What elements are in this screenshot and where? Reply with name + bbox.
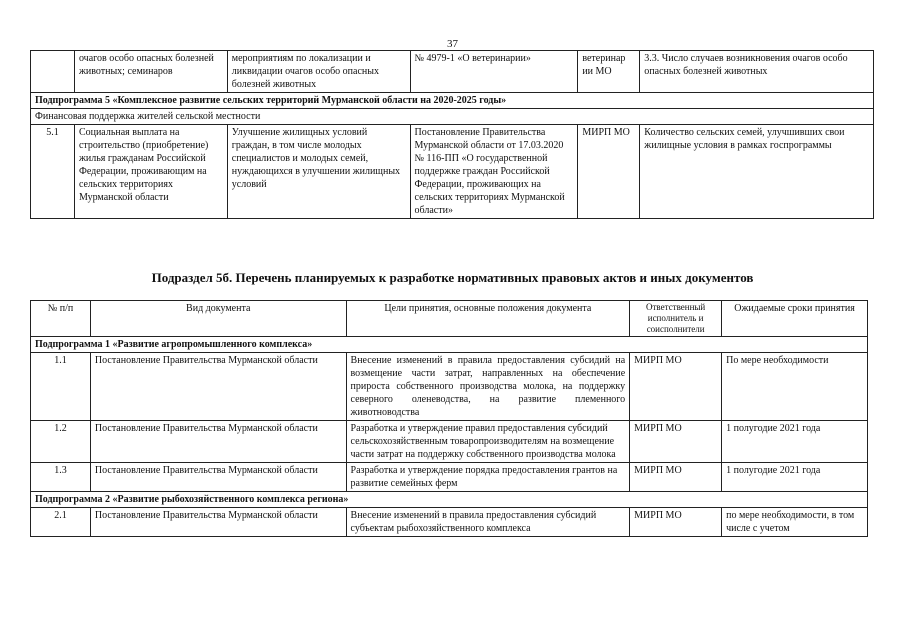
section-title: Подраздел 5б. Перечень планируемых к разработке нормативных правовых актов и иных документов bbox=[151, 270, 754, 285]
row-number: 2.1 bbox=[31, 508, 91, 537]
row-number: 1.2 bbox=[31, 421, 91, 463]
table-row bbox=[31, 51, 874, 93]
table-cell: мероприятиям по локализации и ликвидации очагов особо опасных болезней животных bbox=[227, 51, 410, 93]
table-row bbox=[31, 125, 874, 219]
doc-type: Постановление Правительства Мурманской области bbox=[90, 421, 346, 463]
terms: по мере необходимости, в том числе с учетом bbox=[722, 508, 868, 537]
table-cell: ветеринар ии МО bbox=[578, 51, 640, 93]
table-row bbox=[31, 421, 868, 463]
doc-type: Постановление Правительства Мурманской области bbox=[90, 463, 346, 492]
doc-type: Постановление Правительства Мурманской области bbox=[90, 353, 346, 421]
doc-goals: Внесение изменений в правила предоставления субсидий субъектам рыбохозяйственного комплекса bbox=[346, 508, 630, 537]
table-cell: 3.3. Число случаев возникновения очагов особо опасных болезней животных bbox=[640, 51, 874, 93]
header-goals: Цели принятия, основные положения документа bbox=[346, 301, 630, 337]
subprogram-title: Подпрограмма 5 «Комплексное развитие сельских территорий Мурманской области на 2020-2025 годы» bbox=[31, 93, 874, 109]
terms: 1 полугодие 2021 года bbox=[722, 463, 868, 492]
table-cell bbox=[31, 51, 75, 93]
header-row bbox=[31, 301, 868, 337]
row-number: 1.3 bbox=[31, 463, 91, 492]
support-line: Финансовая поддержка жителей сельской местности bbox=[31, 109, 874, 125]
header-doc: Вид документа bbox=[90, 301, 346, 337]
header-resp: Ответственный исполнитель и соисполнители bbox=[630, 301, 722, 337]
terms: По мере необходимости bbox=[722, 353, 868, 421]
table-row bbox=[31, 353, 868, 421]
programs-table bbox=[30, 50, 874, 219]
row-number: 1.1 bbox=[31, 353, 91, 421]
table-cell: Улучшение жилищных условий граждан, в том числе молодых специалистов и молодых семей, нуждающихся в улучшении жилищных условий bbox=[227, 125, 410, 219]
header-terms: Ожидаемые сроки принятия bbox=[722, 301, 868, 337]
responsible: МИРП МО bbox=[630, 508, 722, 537]
doc-goals: Разработка и утверждение правил предоставления субсидий сельскохозяйственным товаропроизводителям на возмещение части затрат на поддержку собственного производства молока bbox=[346, 421, 630, 463]
page-number: 37 bbox=[447, 38, 458, 50]
header-num: № п/п bbox=[31, 301, 91, 337]
table-cell: Количество сельских семей, улучшивших свои жилищные условия в рамках госпрограммы bbox=[640, 125, 874, 219]
doc-goals: Внесение изменений в правила предоставления субсидий на возмещение части затрат, направленных на обеспечение прироста собственного производства молока, на поддержку северного оленеводства, на развитие племенного животноводства bbox=[346, 353, 630, 421]
table-cell: МИРП МО bbox=[578, 125, 640, 219]
doc-type: Постановление Правительства Мурманской области bbox=[90, 508, 346, 537]
table-cell: очагов особо опасных болезней животных; семинаров bbox=[74, 51, 227, 93]
support-row bbox=[31, 109, 874, 125]
table-row bbox=[31, 463, 868, 492]
doc-goals: Разработка и утверждение порядка предоставления грантов на развитие семейных ферм bbox=[346, 463, 630, 492]
table-cell: № 4979-1 «О ветеринарии» bbox=[410, 51, 578, 93]
subprogram-row bbox=[31, 492, 868, 508]
terms: 1 полугодие 2021 года bbox=[722, 421, 868, 463]
responsible: МИРП МО bbox=[630, 353, 722, 421]
responsible: МИРП МО bbox=[630, 463, 722, 492]
subprogram-title: Подпрограмма 1 «Развитие агропромышленного комплекса» bbox=[31, 337, 868, 353]
table-row bbox=[31, 508, 868, 537]
table-cell: Постановление Правительства Мурманской области от 17.03.2020 № 116-ПП «О государственной поддержке граждан Российской Федерации, проживающих на сельских территориях Мурманской области» bbox=[410, 125, 578, 219]
table-cell: Социальная выплата на строительство (приобретение) жилья гражданам Российской Федерации, проживающим на сельских территориях Мурманской области bbox=[74, 125, 227, 219]
subprogram-title: Подпрограмма 2 «Развитие рыбохозяйственного комплекса региона» bbox=[31, 492, 868, 508]
row-number: 5.1 bbox=[31, 125, 75, 219]
documents-table bbox=[30, 300, 868, 537]
subprogram-row bbox=[31, 93, 874, 109]
responsible: МИРП МО bbox=[630, 421, 722, 463]
subprogram-row bbox=[31, 337, 868, 353]
